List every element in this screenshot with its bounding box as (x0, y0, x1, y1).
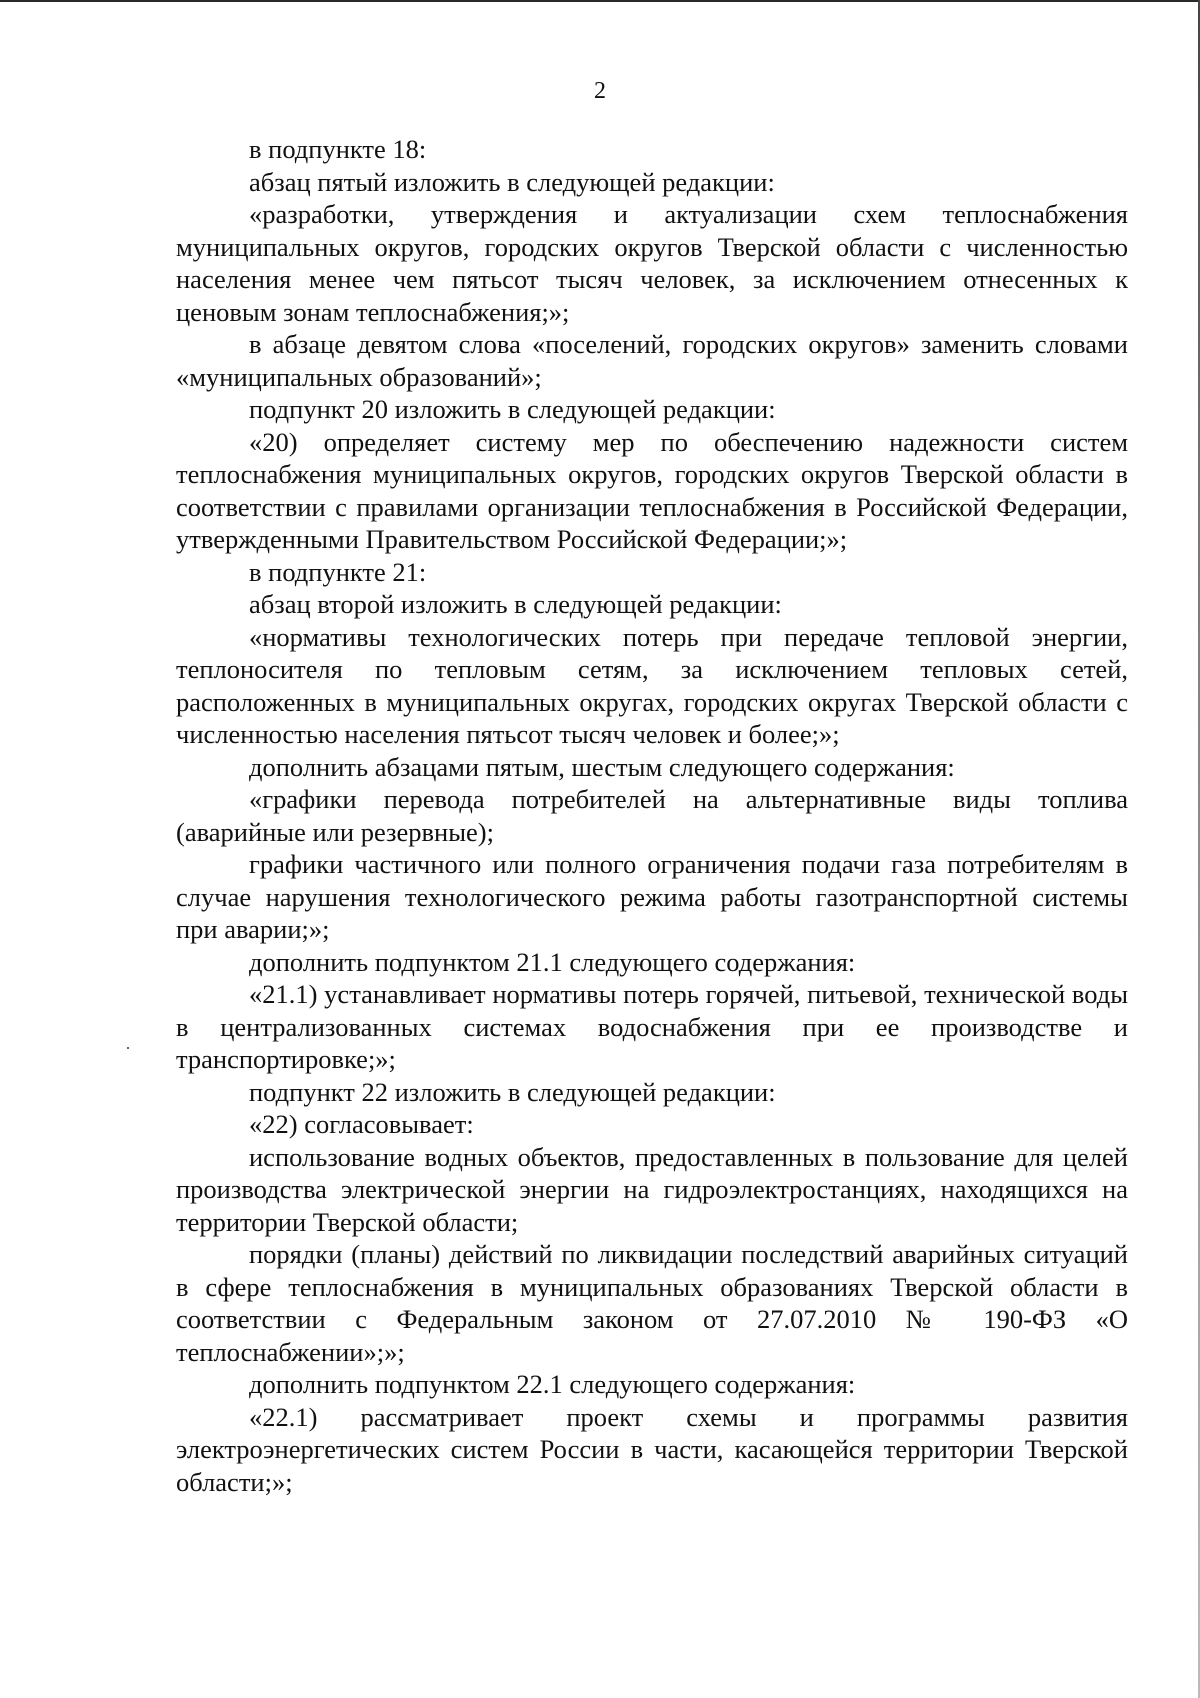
paragraph: графики частичного или полного ограничения подачи газа потребителям в случае нарушения технологического режима работы газотранспортной системы при аварии;»; (176, 849, 1128, 944)
paragraph: дополнить подпунктом 21.1 следующего содержания: (249, 946, 856, 977)
paragraph: «нормативы технологических потерь при передаче тепловой энергии, теплоносителя по тепловым сетям, за исключением тепловых сетей, расположенных в муниципальных округах, городских округах Тверской области с численностью населения пятьсот тысяч человек и более;»; (176, 621, 1128, 749)
page-number: 2 (594, 78, 606, 104)
paragraph: «графики перевода потребителей на альтернативные виды топлива (аварийные или резервные); (176, 784, 1128, 847)
paragraph: в подпункте 18: (249, 134, 427, 164)
paragraph: дополнить абзацами пятым, шестым следующего содержания: (249, 751, 955, 782)
paragraph: порядки (планы) действий по ликвидации последствий аварийных ситуаций в сфере теплоснабжения в муниципальных образованиях Тверской области в соответствии с Федеральным законом от 27.07.2010 № 190-ФЗ «О теплоснабжении»;»; (176, 1239, 1128, 1367)
paragraph: дополнить подпунктом 22.1 следующего содержания: (249, 1369, 856, 1399)
paragraph: в абзаце девятом слова «поселений, городских округов» заменить словами «муниципальных образований»; (176, 329, 1128, 392)
scan-speck (127, 1047, 129, 1049)
document-body (176, 133, 1128, 1498)
paragraph: абзац пятый изложить в следующей редакции: (249, 166, 775, 197)
paragraph: «22) согласовывает: (249, 1109, 474, 1139)
paragraph: абзац второй изложить в следующей редакции: (249, 589, 782, 619)
paragraph: подпункт 22 изложить в следующей редакции: (249, 1076, 776, 1107)
paragraph: в подпункте 21: (249, 556, 427, 587)
paragraph: использование водных объектов, предоставленных в пользование для целей производства электрической энергии на гидроэлектростанциях, находящихся на территории Тверской области; (176, 1141, 1128, 1237)
paragraph: «22.1) рассматривает проект схемы и программы развития электроэнергетических систем России в части, касающейся территории Тверской области;»; (176, 1401, 1128, 1497)
paragraph: «20) определяет систему мер по обеспечению надежности систем теплоснабжения муниципальных округов, городских округов Тверской области в соответствии с правилами организации теплоснабжения в Российской Федерации, утвержденными Правительством Российской Федерации;»; (176, 426, 1128, 554)
paragraph: подпункт 20 изложить в следующей редакции: (249, 394, 776, 424)
paragraph: «21.1) устанавливает нормативы потерь горячей, питьевой, технической воды в централизованных системах водоснабжения при ее производстве и транспортировке;»; (176, 979, 1128, 1074)
paragraph: «разработки, утверждения и актуализации схем теплоснабжения муниципальных округов, городских округов Тверской области с численностью населения менее чем пятьсот тысяч человек, за исключением отнесенных к ценовым зонам теплоснабжения;»; (176, 199, 1128, 327)
scan-edge-top (0, 0, 1200, 2)
